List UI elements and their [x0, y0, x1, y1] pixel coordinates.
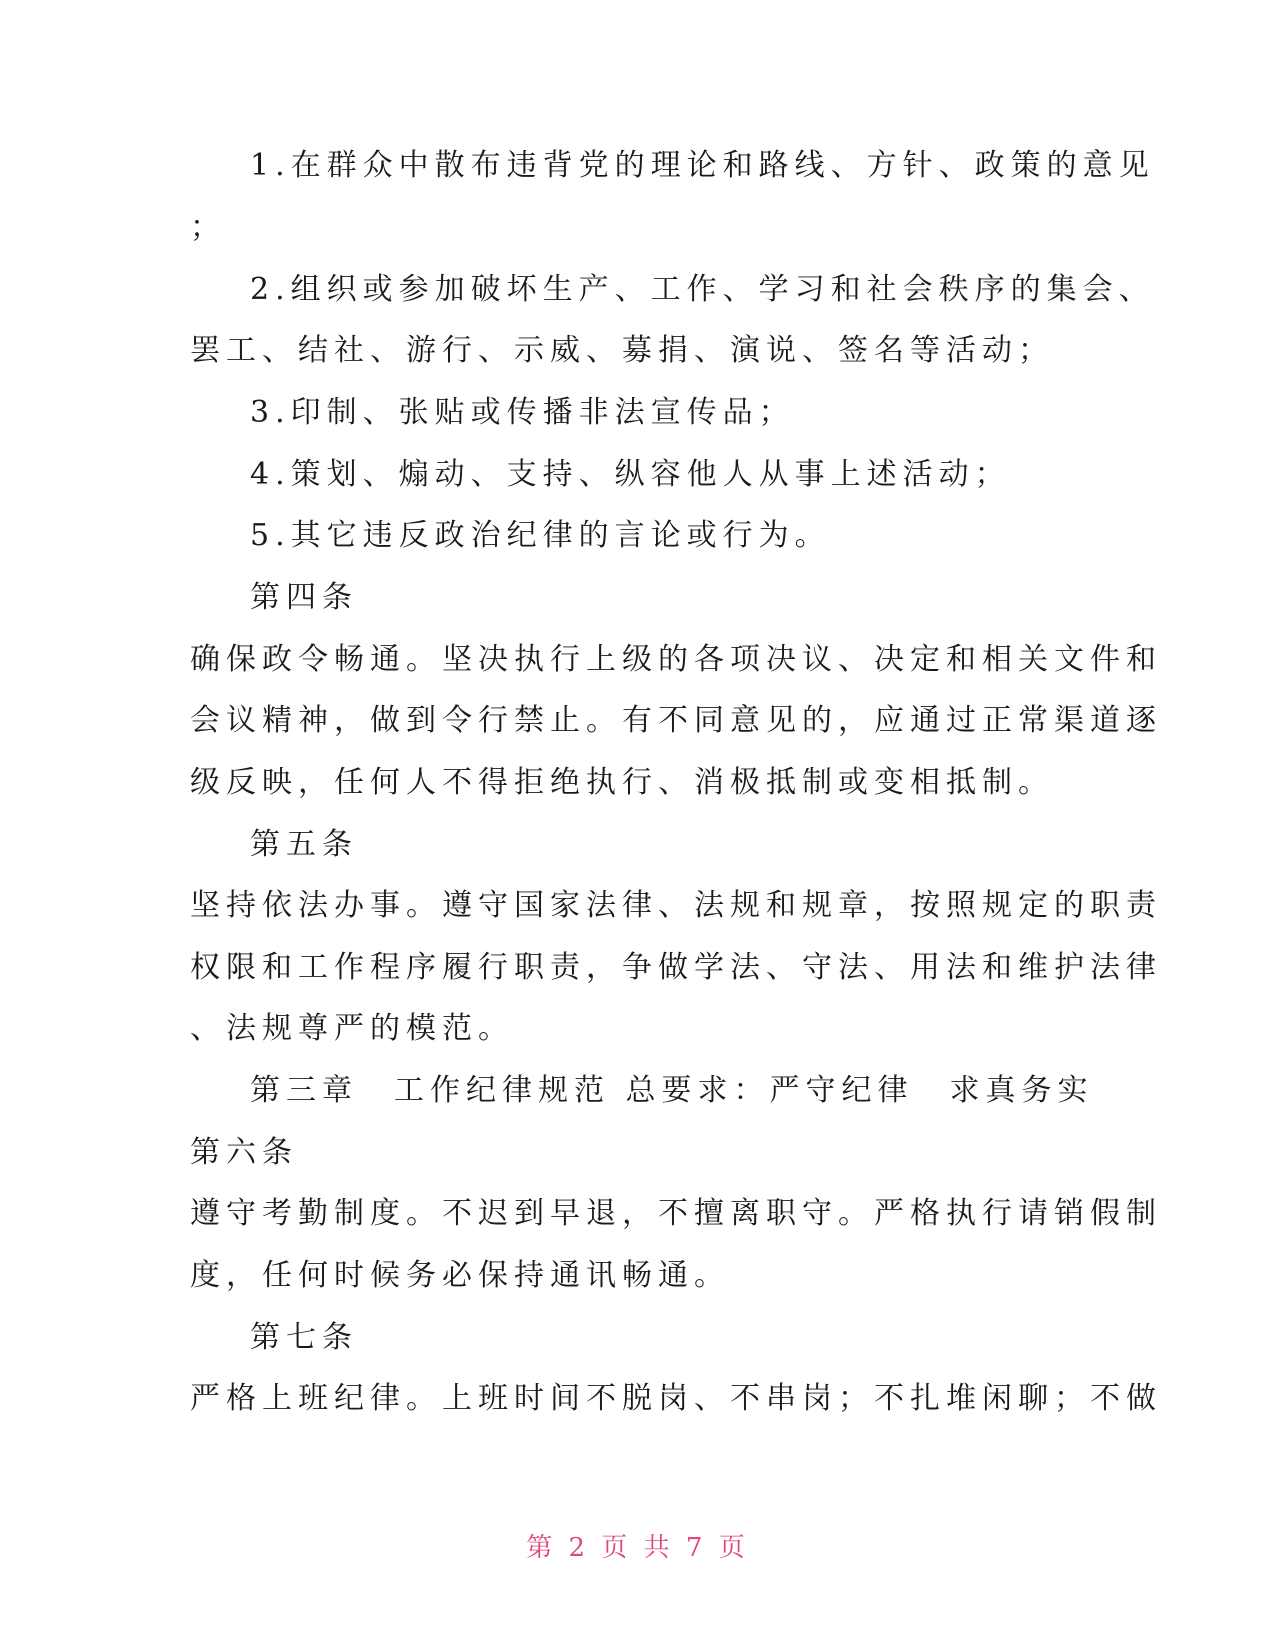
article-4-line-3: 级反映，任何人不得拒绝执行、消极抵制或变相抵制。 [190, 765, 1054, 800]
article-6-heading: 第六条 [190, 1135, 298, 1170]
article-4-heading: 第四条 [250, 580, 358, 615]
doc-line-item-3: 3.印制、张贴或传播非法宣传品； [250, 395, 795, 430]
article-7-line-1: 严格上班纪律。上班时间不脱岗、不串岗；不扎堆闲聊；不做 [190, 1381, 1162, 1416]
article-4-line-1: 确保政令畅通。坚决执行上级的各项决议、决定和相关文件和 [190, 642, 1162, 677]
doc-line-item-2-cont: 罢工、结社、游行、示威、募捐、演说、签名等活动； [190, 333, 1054, 368]
page-number-footer: 第 2 页 共 7 页 [526, 1533, 749, 1563]
doc-line-item-2: 2.组织或参加破坏生产、工作、学习和社会秩序的集会、 [250, 272, 1155, 307]
doc-line-item-1: 1.在群众中散布违背党的理论和路线、方针、政策的意见 [250, 148, 1155, 183]
chapter-3-heading: 第三章 工作纪律规范 总要求：严守纪律 求真务实 [250, 1073, 1094, 1108]
article-5-line-1: 坚持依法办事。遵守国家法律、法规和规章，按照规定的职责 [190, 888, 1162, 923]
article-5-line-3: 、法规尊严的模范。 [190, 1011, 514, 1046]
article-6-line-1: 遵守考勤制度。不迟到早退，不擅离职守。严格执行请销假制 [190, 1196, 1162, 1231]
doc-line-item-1-end: ； [190, 210, 226, 245]
article-5-line-2: 权限和工作程序履行职责，争做学法、守法、用法和维护法律 [190, 950, 1162, 985]
article-6-line-2: 度，任何时候务必保持通讯畅通。 [190, 1258, 730, 1293]
article-5-heading: 第五条 [250, 827, 358, 862]
doc-line-item-5: 5.其它违反政治纪律的言论或行为。 [250, 518, 831, 553]
article-4-line-2: 会议精神，做到令行禁止。有不同意见的，应通过正常渠道逐 [190, 703, 1162, 738]
doc-line-item-4: 4.策划、煽动、支持、纵容他人从事上述活动； [250, 457, 1011, 492]
article-7-heading: 第七条 [250, 1320, 358, 1355]
